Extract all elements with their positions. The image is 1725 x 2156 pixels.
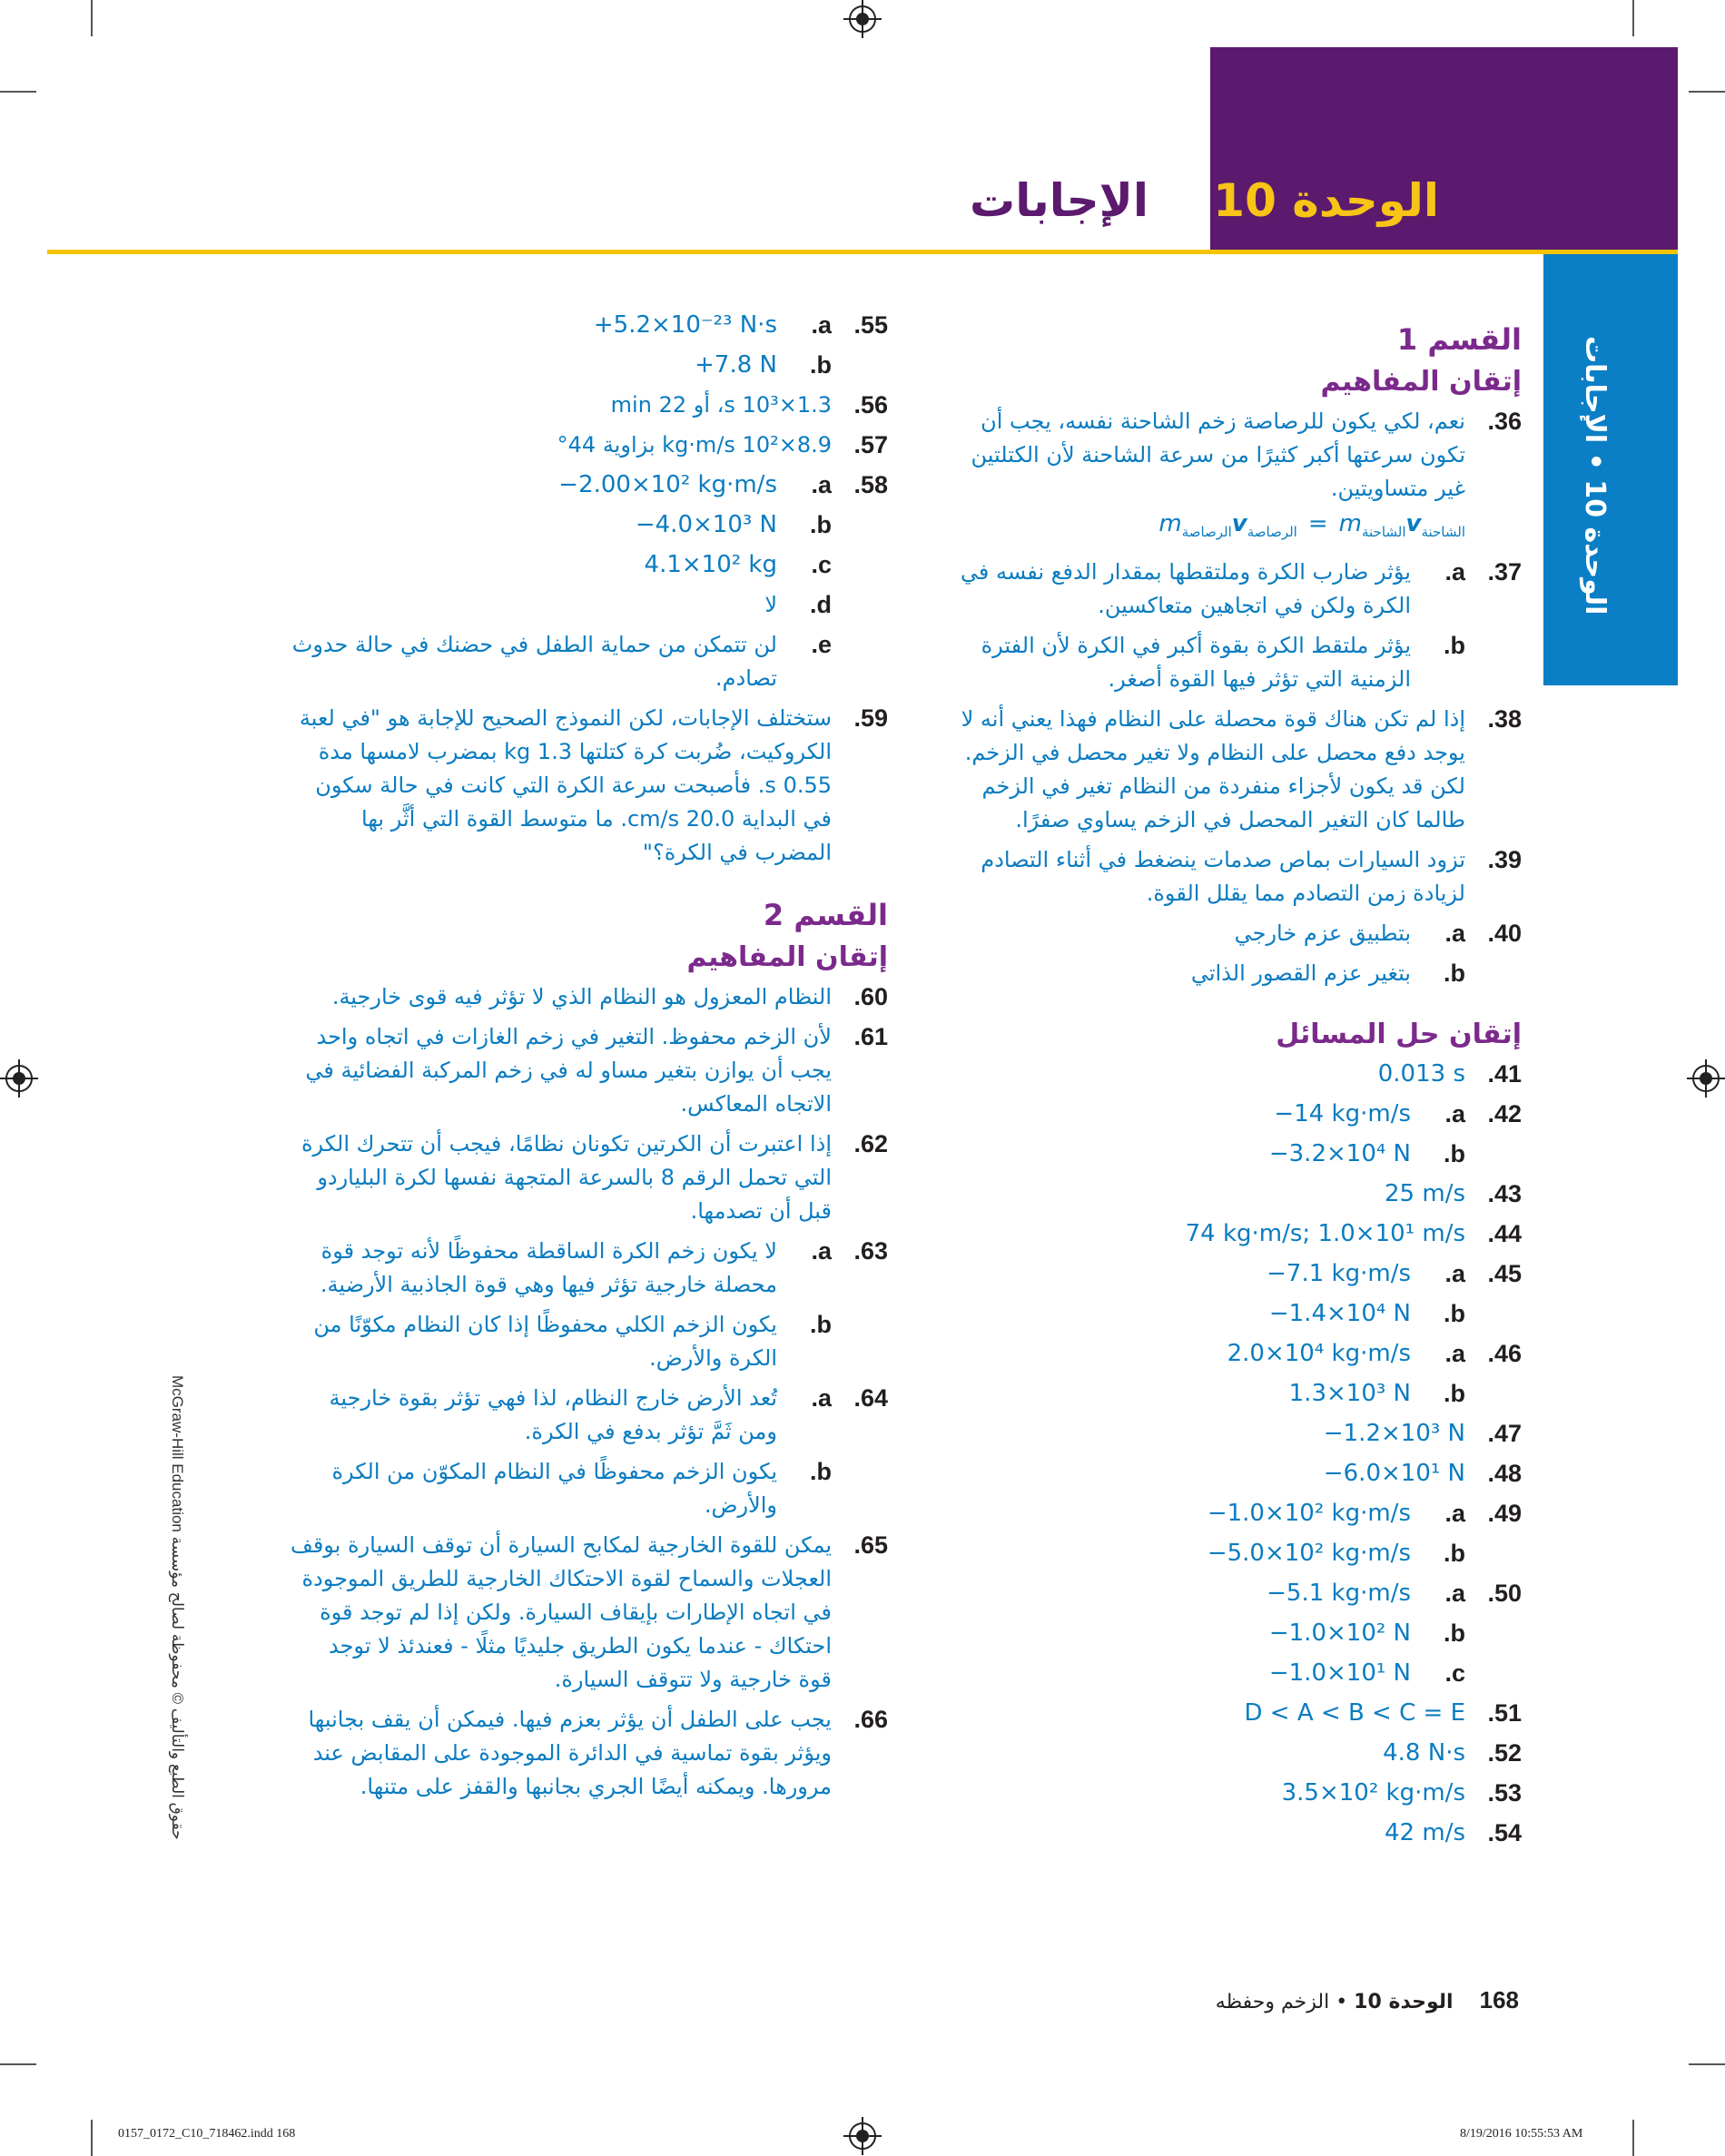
answer-value: −2.00×10² kg·m/s [558,471,777,498]
part-letter: a. [1444,920,1465,948]
answer-value: −1.0×10² N [1268,1619,1411,1648]
subscript-label: الشاحنة [1361,524,1406,541]
answer-item [289,1529,888,1697]
answer-body [944,703,1465,837]
item-number: 53. [1487,1779,1522,1807]
answer-part [289,349,832,382]
item-number: 59. [853,704,888,732]
answer-item [944,1457,1522,1491]
answer-item [289,389,888,422]
answer-item [944,1417,1522,1451]
item-number: 47. [1487,1420,1522,1448]
crop-mark [91,2120,93,2156]
answer-value: 42 m/s [1385,1819,1465,1847]
footer-bullet: • [1336,1991,1348,2013]
answer-item [289,702,888,870]
part-letter: a. [1444,558,1465,586]
answer-value-wrap [944,1537,1411,1570]
answer-body [944,1257,1465,1331]
subsection-heading: إتقان المفاهيم [686,941,888,973]
answer-value: −4.0×10³ N [635,511,777,538]
item-number: 45. [1487,1260,1522,1288]
part-letter: a. [1444,1580,1465,1608]
item-number: 48. [1487,1460,1522,1488]
answer-item [944,1257,1522,1331]
crop-mark [0,91,36,93]
item-number: 43. [1487,1180,1522,1208]
answer-part [944,1537,1465,1570]
answer-value: +7.8 N [695,351,777,379]
registration-mark-icon [5,1065,33,1092]
item-number: 39. [1487,846,1522,874]
part-letter: c. [811,551,832,578]
section-heading: القسم 1 [1396,322,1522,357]
part-letter: a. [1444,1260,1465,1288]
answer-item [944,1816,1522,1850]
answer-part [944,1297,1465,1331]
momentum-equation [944,507,1465,549]
answer-value-wrap [289,508,777,542]
answer-value: −1.0×10² kg·m/s [1207,1500,1411,1528]
item-number: 58. [853,471,888,498]
item-number: 57. [853,431,888,458]
answer-part [944,1137,1465,1171]
part-letter: b. [809,351,832,379]
part-letter: d. [809,591,832,618]
side-tab-label: الوحدة 10 • الإجابات [1579,336,1611,615]
answer-body [289,702,832,870]
item-number: 60. [853,983,888,1010]
answer-text: لا [764,592,777,617]
answer-item [289,1127,888,1228]
part-letter: b. [1443,1380,1465,1408]
part-letter: e. [811,631,832,658]
crop-mark [1632,2120,1634,2156]
page-title: الإجابات [970,174,1148,227]
item-number: 52. [1487,1739,1522,1767]
answer-value-wrap [944,1497,1411,1531]
answer-body [289,428,832,462]
answer-body [944,1816,1465,1850]
crop-mark [0,2063,36,2065]
answer-text: يؤثر ضارب الكرة وملتقطها بمقدار الدفع نفسه في الكرة ولكن في اتجاهين متعاكسين. [960,559,1411,619]
answer-part [289,1308,832,1375]
part-letter: b. [1443,1540,1465,1568]
answer-value: D < A < B < C = E [1244,1699,1465,1728]
answer-value: 74 kg·m/s; 1.0×10¹ m/s [1185,1220,1465,1248]
header-rule [47,250,1678,254]
item-number: 37. [1487,558,1522,586]
answer-value-wrap [944,1137,1411,1171]
answer-text: تزود السيارات بماص صدمات ينضغط في أثناء التصادم لزيادة زمن التصادم مما يقلل القوة. [981,847,1465,907]
registration-mark-icon [849,5,876,33]
answer-text: بتطبيق عزم خارجي [1234,920,1411,947]
answer-body [289,1703,832,1804]
answer-part [289,508,832,542]
answer-body [944,1177,1465,1211]
answer-part [944,1497,1465,1531]
answer-item [289,1703,888,1804]
answer-part [289,1455,832,1522]
answer-body [289,980,832,1014]
crop-mark [1632,0,1634,36]
answer-value: −5.0×10² kg·m/s [1207,1540,1411,1568]
answer-text: تُعد الأرض خارج النظام، لذا فهي تؤثر بقوة خارجية ومن ثَمَّ تؤثر بدفع في الكرة. [329,1385,777,1444]
answer-item [944,703,1522,837]
velocity-symbol: v [1231,510,1247,537]
answer-part [944,1098,1465,1131]
answer-part [944,556,1465,623]
part-letter: b. [809,511,832,538]
answer-part [289,628,832,695]
subscript-label: الرصاصة [1247,524,1297,541]
item-number: 63. [853,1237,888,1265]
answer-body [944,843,1465,911]
answer-body [944,1098,1465,1171]
answer-text: ستختلف الإجابات، لكن النموذج الصحيح للإجابة هو "في لعبة الكروكيت، ضُربت كرة كتلتها 1.3 kg بمضرب لامسها مدة 0.55 s. فأصبحت سرعة الكرة التي كانت في حالة سكون في البداية 20.0 cm/s. ما متوسط القوة التي أثَّر بها المضرب في الكرة؟" [299,705,832,865]
answer-value-wrap [289,349,777,382]
answer-body [289,1127,832,1228]
part-letter: b. [1443,1300,1465,1328]
answer-text: النظام المعزول هو النظام الذي لا تؤثر فيه قوى خارجية. [331,984,832,1009]
unit-title: الوحدة 10 [1213,174,1439,227]
answer-item [289,1235,888,1375]
answer-part [944,1377,1465,1411]
slug-file: 0157_0172_C10_718462.indd 168 [118,2127,296,2141]
answer-body [944,405,1465,549]
answer-value: 4.8 N·s [1383,1739,1465,1767]
answer-part [289,548,832,582]
answer-body [944,1058,1465,1091]
answer-value: −14 kg·m/s [1274,1100,1411,1128]
answer-body [944,1417,1465,1451]
side-tab [1543,254,1678,685]
answer-item [944,1497,1522,1570]
answer-item [944,1058,1522,1091]
answer-text: إذا اعتبرت أن الكرتين تكونان نظامًا، فيجب أن تتحرك الكرة التي تحمل الرقم 8 بالسرعة المتجهة نفسها لكرة البلياردو قبل أن تصدمها. [301,1131,832,1224]
part-letter: a. [1444,1340,1465,1368]
answer-item [289,1382,888,1522]
answer-item [944,1217,1522,1251]
answer-text: 1.3×10³ s، أو 22 min [610,392,832,418]
part-letter: b. [1443,1619,1465,1648]
item-number: 54. [1487,1819,1522,1847]
copyright-notice: حقوق الطبع والتأليف © محفوظة لصالح مؤسسة McGraw-Hill Education [169,1375,186,1840]
answer-text: لن تتمكن من حماية الطفل في حضنك في حالة حدوث تصادم. [291,632,777,691]
answer-part [944,1617,1465,1650]
crop-mark [1689,2063,1725,2065]
answer-value-wrap [289,309,777,342]
answer-value: 0.013 s [1377,1060,1465,1088]
subscript-label: الشاحنة [1421,524,1465,541]
answer-part [289,468,832,502]
part-letter: b. [1443,960,1465,988]
part-letter: a. [811,1237,832,1265]
answer-item [944,1577,1522,1690]
item-number: 64. [853,1384,888,1412]
slug-datetime: 8/19/2016 10:55:53 AM [1460,2127,1583,2141]
answer-text: لا يكون زخم الكرة الساقطة محفوظًا لأنه توجد قوة محصلة خارجية تؤثر فيها وهي قوة الجاذبية الأرضية. [320,1238,777,1297]
answer-body [944,1457,1465,1491]
answer-part [289,588,832,622]
answer-text: يكون الزخم الكلي محفوظًا إذا كان النظام مكوّنًا من الكرة والأرض. [313,1312,777,1371]
answer-value-wrap [944,1257,1411,1291]
item-number: 49. [1487,1500,1522,1528]
answer-item [944,1337,1522,1411]
answer-text: لأن الزخم محفوظ. التغير في زخم الغازات في اتجاه واحد يجب أن يوازن بتغير مساو له في زخم المركبة الفضائية في الاتجاه المعاكس. [305,1024,832,1117]
answer-body [944,1217,1465,1251]
item-number: 55. [853,311,888,339]
left-column [289,309,888,1810]
item-number: 50. [1487,1580,1522,1608]
item-number: 65. [853,1531,888,1559]
answer-value: −5.1 kg·m/s [1267,1580,1411,1608]
answer-value-wrap [944,1098,1411,1131]
answer-item [944,1777,1522,1810]
part-letter: a. [1444,1100,1465,1128]
registration-mark-icon [849,2122,876,2150]
answer-text: نعم، لكي يكون للرصاصة زخم الشاحنة نفسه، يجب أن تكون سرعتها أكبر كثيرًا من سرعة الشاحنة لأن الكتلتين غير متساويتين. [971,409,1465,501]
answer-value-wrap [944,1337,1411,1371]
right-column [944,318,1522,1856]
item-number: 61. [853,1023,888,1050]
answer-value: 3.5×10² kg·m/s [1281,1779,1465,1807]
item-number: 66. [853,1706,888,1733]
answer-value: −1.2×10³ N [1323,1420,1465,1448]
answer-body [944,1777,1465,1810]
answer-item [944,405,1522,549]
part-letter: a. [1444,1500,1465,1528]
subscript-label: الرصاصة [1181,524,1232,541]
answer-value-wrap [944,1377,1411,1411]
answer-item [944,556,1522,696]
answer-value: 4.1×10² kg [644,551,777,578]
part-letter: b. [1443,1140,1465,1168]
answer-text: يمكن للقوة الخارجية لمكابح السيارة أن توقف السيارة بوقف العجلات والسماح لقوة الاحتكاك الخارجية للطريق الموجودة في اتجاه الإطارات بإيقاف السيارة. ولكن إذا لم توجد قوة احتكاك - عندما يكون الطريق جليديًا مثلًا - فعندئذ لا توجد قوة خارجية ولا تتوقف السيارة. [290,1532,832,1692]
subsection-heading: إتقان حل المسائل [1276,1019,1522,1051]
answer-text: يؤثر ملتقط الكرة بقوة أكبر في الكرة لأن الفترة الزمنية التي تؤثر فيها القوة أصغر. [981,633,1411,693]
answer-value: −1.0×10¹ N [1268,1659,1411,1688]
answer-body [944,917,1465,990]
answer-item [944,1098,1522,1171]
answer-value: −6.0×10¹ N [1323,1460,1465,1488]
answer-text: يكون الزخم محفوظًا في النظام المكوّن من الكرة والأرض. [331,1459,777,1518]
answer-value: −1.4×10⁴ N [1268,1300,1411,1328]
part-letter: a. [811,471,832,498]
answer-item [944,843,1522,911]
page-number: 168 [1479,1986,1519,2013]
answer-body [289,468,832,695]
answer-item [944,917,1522,990]
subsection-heading: إتقان المفاهيم [1320,366,1522,398]
answer-body [289,389,832,422]
answer-value-wrap [944,1617,1411,1650]
answer-item [289,468,888,695]
answer-value-wrap [289,468,777,502]
crop-mark [1689,91,1725,93]
answer-body [289,1020,832,1121]
answer-body [944,556,1465,696]
part-letter: a. [811,1384,832,1412]
answer-item [289,428,888,462]
answer-item [289,980,888,1014]
item-number: 56. [853,391,888,418]
mass-symbol: m [1158,510,1182,537]
answer-part [944,1337,1465,1371]
item-number: 40. [1487,920,1522,948]
part-letter: b. [809,1311,832,1338]
item-number: 41. [1487,1060,1522,1088]
part-letter: c. [1444,1659,1465,1688]
answer-text: يجب على الطفل أن يؤثر بعزم فيها. فيمكن أن يقف بجانبها ويؤثر بقوة تماسية في الدائرة الموجودة على المقابض عند مرورها. ويمكنه أيضًا الجري بجانبها والقفز على متنها. [308,1707,832,1799]
answer-body [289,1382,832,1522]
part-letter: b. [1443,632,1465,660]
equals-sign: = [1307,510,1328,537]
answer-part [944,917,1465,950]
answer-value-wrap [289,548,777,582]
answer-body [289,309,832,382]
answer-value: −7.1 kg·m/s [1267,1260,1411,1288]
answer-item [944,1697,1522,1730]
answer-value: 2.0×10⁴ kg·m/s [1227,1340,1411,1368]
item-number: 44. [1487,1220,1522,1248]
item-number: 62. [853,1130,888,1157]
answer-part [289,1382,832,1449]
answer-part [289,309,832,342]
answer-body [289,1529,832,1697]
answer-value: −3.2×10⁴ N [1268,1140,1411,1168]
answer-part [944,629,1465,696]
answer-body [944,1497,1465,1570]
answer-item [289,309,888,382]
answer-value: +5.2×10⁻²³ N·s [593,311,777,339]
footer-chapter: الزخم وحفظه [1215,1991,1330,2013]
answer-part [289,1235,832,1302]
answer-part [944,1257,1465,1291]
footer-unit: الوحدة 10 [1354,1991,1454,2013]
answer-body [944,1697,1465,1730]
answer-value-wrap [944,1577,1411,1610]
answer-text: بتغير عزم القصور الذاتي [1190,960,1411,987]
item-number: 36. [1487,408,1522,435]
answer-value: 1.3×10³ N [1288,1380,1411,1408]
item-number: 42. [1487,1100,1522,1128]
answer-item [944,1177,1522,1211]
answer-item [944,1737,1522,1770]
crop-mark [91,0,93,36]
item-number: 38. [1487,705,1522,733]
mass-symbol: m [1338,510,1362,537]
answer-value-wrap [944,1297,1411,1331]
item-number: 46. [1487,1340,1522,1368]
answer-part [944,957,1465,990]
answer-value: 25 m/s [1385,1180,1465,1208]
item-number: 51. [1487,1699,1522,1728]
answer-part [944,1657,1465,1690]
part-letter: b. [809,1458,832,1485]
answer-body [944,1337,1465,1411]
answer-body [944,1737,1465,1770]
page-footer [1216,1986,1519,2014]
answer-body [944,1577,1465,1690]
answer-text: 8.9×10² kg·m/s بزاوية 44° [557,432,832,458]
answer-text: إذا لم تكن هناك قوة محصلة على النظام فهذا يعني أنه لا يوجد دفع محصل على النظام ولا تغير محصل في الزخم. لكن قد يكون لأجزاء منفردة من النظام تغير في الزخم طالما كان التغير المحصل في الزخم يساوي صفرًا. [961,706,1465,833]
answer-item [289,1020,888,1121]
registration-mark-icon [1692,1065,1720,1092]
answer-body [289,1235,832,1375]
answer-part [944,1577,1465,1610]
part-letter: a. [811,311,832,339]
velocity-symbol: v [1405,510,1422,537]
answer-value-wrap [944,1657,1411,1690]
section-heading: القسم 2 [763,898,888,932]
